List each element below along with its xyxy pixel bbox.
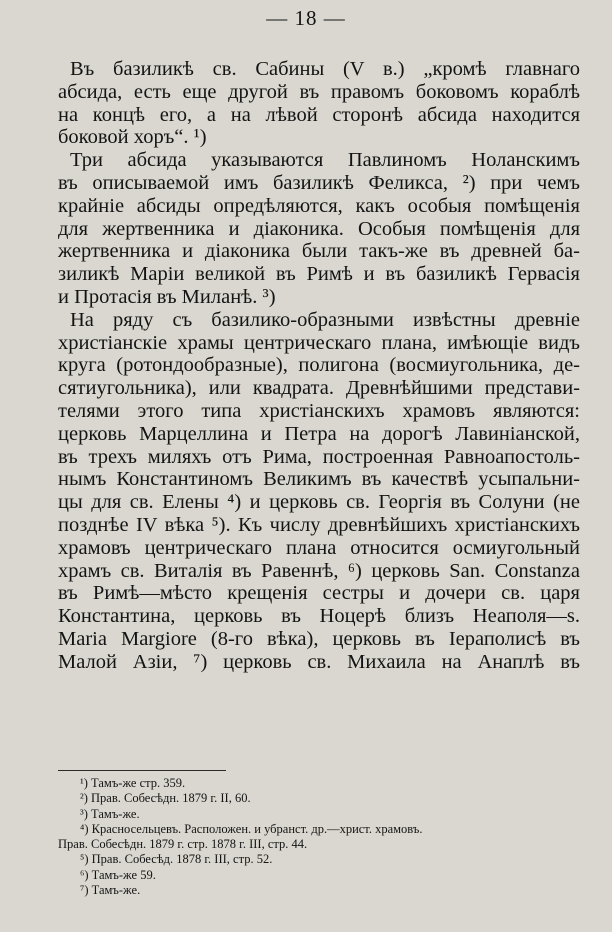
text-line: Малой Азіи, ⁷) церковь св. Михаила на Анаплѣ въ (58, 650, 580, 673)
text-line: позднѣе IV вѣка ⁵). Къ числу древнѣйшихъ христіанскихъ (58, 513, 580, 536)
text-line: Три абсида указываются Павлиномъ Ноланскимъ (70, 149, 580, 172)
footnote-continuation: Прав. Собесѣдн. 1879 г. стр. 1878 г. III, стр. 44. (58, 837, 308, 852)
text-line: и Протасія въ Миланѣ. ³) (58, 285, 276, 308)
footnotes (58, 776, 588, 898)
text-line: абсида, есть еще другой въ правомъ боковомъ кораблѣ (58, 80, 580, 103)
text-line: храмъ св. Виталія въ Равеннѣ, ⁶) церковь San. Constanza (58, 559, 580, 582)
text-line: сятиугольника), или квадрата. Древнѣйшими представи- (58, 377, 580, 400)
footnote: ²) Прав. Собесѣдн. 1879 г. II, 60. (80, 791, 251, 806)
footnote: ⁶) Тамъ-же 59. (80, 867, 156, 882)
text-line: нымъ Константиномъ Великимъ въ качествѣ усыпальни- (58, 468, 580, 491)
text-line: храмовъ центрическаго плана относится осмиугольный (58, 536, 580, 559)
text-line: цы для св. Елены ⁴) и церковь св. Георгія въ Солуни (не (58, 491, 580, 514)
footnote: ⁴) Красносельцевъ. Расположен. и убранст. др.—христ. храмовъ. (80, 821, 423, 836)
footnote: ³) Тамъ-же. (80, 806, 140, 821)
body-text (58, 58, 580, 674)
footnote: ¹) Тамъ-же стр. 359. (80, 776, 186, 790)
text-line: въ трехъ миляхъ отъ Рима, построенная Равноапостоль- (58, 445, 580, 468)
text-line: На ряду съ базилико-образными извѣстны древніе (70, 308, 580, 331)
text-line: жертвенника и діаконика были такъ-же въ древней ба- (58, 240, 580, 263)
text-line: крайніе абсиды опредѣляются, какъ особыя помѣщенія (58, 194, 580, 217)
text-line: Maria Margiore (8-го вѣка), церковь въ Іераполисѣ въ (58, 627, 580, 650)
text-line: круга (ротондообразные), полигона (восмиугольника, де- (58, 354, 580, 377)
text-line: христіанскіе храмы центрическаго плана, имѣющіе видъ (58, 331, 580, 354)
text-line: боковой хоръ“. ¹) (58, 126, 207, 149)
text-line: въ Римѣ—мѣсто крещенія сестры и дочери св. царя (58, 582, 580, 605)
footnote: ⁷) Тамъ-же. (80, 883, 141, 898)
text-line: въ описываемой имъ базиликѣ Феликса, ²) при чемъ (58, 171, 580, 194)
page-number: — 18 — (266, 6, 346, 30)
footnote: ⁵) Прав. Собесѣд. 1878 г. III, стр. 52. (80, 852, 273, 867)
text-line: на концѣ его, а на лѣвой сторонѣ абсида находится (58, 103, 580, 126)
text-line: Константина, церковь въ Ноцерѣ близъ Неаполя—s. (58, 605, 580, 628)
text-line: церковь Марцеллина и Петра на дорогѣ Лавиніанской, (58, 422, 580, 445)
footnote-divider (58, 770, 226, 771)
text-line: для жертвенника и діаконика. Особыя помѣщенія для (58, 217, 580, 240)
text-line: зиликѣ Маріи великой въ Римѣ и въ базиликѣ Гервасія (58, 263, 580, 286)
text-line: телями этого типа христіанскихъ храмовъ являются: (58, 399, 580, 422)
text-line: Въ базиликѣ св. Сабины (V в.) „кромѣ главнаго (70, 58, 580, 80)
